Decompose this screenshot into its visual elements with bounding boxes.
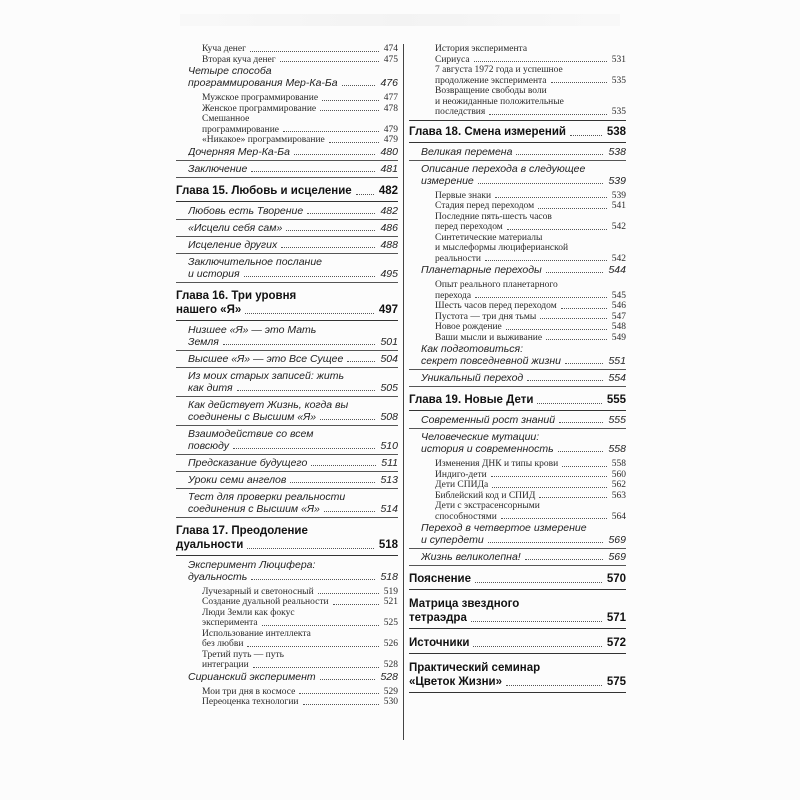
toc-entry-title: [435, 233, 609, 265]
toc-title-line: эксперимента: [202, 618, 381, 629]
toc-title-line: Использование интеллекта: [202, 628, 311, 639]
toc-page-number: 549: [611, 332, 626, 343]
toc-entry-sec: [409, 431, 626, 457]
toc-title-line: Дочерняя Мер-Ка-Ба: [188, 146, 377, 158]
toc-title-line: Практический семинар: [409, 662, 541, 674]
toc-entry-chap: [176, 180, 398, 202]
toc-entry-title: [435, 322, 609, 333]
toc-title-line: «Исцели себя сам»: [188, 222, 377, 234]
toc-title-line: Ваши мысли и выживание: [435, 333, 609, 344]
toc-entry-sec: [176, 324, 398, 351]
toc-page-number: 539: [611, 190, 626, 201]
toc-title-line: Глава 15. Любовь и исцеление: [176, 184, 376, 198]
toc-page-number: 505: [380, 381, 398, 394]
toc-title-line: Матрица звездного: [409, 598, 520, 610]
toc-title-line: как дитя: [188, 382, 377, 394]
toc-entry-sec: [176, 205, 398, 220]
toc-title-line: Из моих старых записей: жить: [188, 369, 345, 382]
toc-page-number: 518: [380, 570, 398, 583]
toc-page-number: 476: [380, 77, 398, 89]
toc-page-number: 563: [611, 490, 626, 501]
toc-page-number: 479: [383, 135, 398, 145]
toc-entry-sec: [409, 163, 626, 189]
toc-page-number: 504: [380, 352, 398, 365]
toc-entry-sub: [176, 597, 398, 608]
toc-title-line: Земля: [188, 336, 377, 348]
toc-entry-sec: [176, 163, 398, 178]
toc-entry-title: [409, 393, 604, 407]
toc-page-number: 546: [611, 301, 626, 311]
toc-title-line: нашего «Я»: [176, 303, 376, 317]
toc-entry-sec: [176, 146, 398, 161]
toc-entry-sub: [176, 114, 398, 135]
toc-entry-title: [435, 312, 609, 323]
toc-entry-title: [421, 146, 605, 158]
toc-entry-sub: [176, 93, 398, 104]
toc-entry-title: [421, 372, 605, 384]
toc-page-number: 508: [380, 410, 398, 423]
toc-page-number: 569: [608, 551, 626, 563]
toc-title-line: тетраэдра: [409, 611, 604, 625]
toc-entry-title: [409, 597, 604, 625]
toc-entry-title: [421, 264, 605, 276]
toc-entry-sub: [409, 333, 626, 344]
toc-title-line: дуальность: [188, 571, 377, 583]
toc-entry-sub: [409, 501, 626, 522]
toc-page-number: 518: [378, 538, 398, 551]
toc-entry-sec: [176, 222, 398, 237]
toc-title-line: способностями: [435, 512, 609, 523]
toc-title-line: Женское программирование: [202, 104, 381, 115]
toc-title-line: Новое рождение: [435, 322, 609, 333]
toc-title-line: секрет повседневной жизни: [421, 355, 605, 367]
toc-page-number: 570: [606, 573, 626, 585]
toc-entry-chap: [176, 520, 398, 556]
toc-entry-title: [409, 125, 604, 139]
toc-entry-title: [202, 608, 381, 629]
toc-entry-sub: [409, 491, 626, 502]
toc-entry-title: [188, 474, 377, 486]
toc-entry-sub: [409, 65, 626, 86]
toc-entry-title: [188, 428, 377, 452]
toc-entry-title: [188, 146, 377, 158]
toc-entry-title: [202, 104, 381, 115]
toc-title-line: Источники: [409, 636, 604, 650]
toc-entry-title: [435, 65, 609, 86]
toc-entry-sec: [176, 256, 398, 283]
toc-entry-title: [188, 457, 378, 469]
toc-page-number: 528: [383, 660, 398, 670]
toc-entry-sub: [409, 233, 626, 265]
toc-entry-title: [435, 280, 609, 301]
toc-page-number: 545: [611, 290, 626, 301]
toc-page-number: 510: [380, 439, 398, 452]
toc-entry-title: [435, 491, 609, 502]
toc-entry-sub: [176, 44, 398, 55]
toc-entry-title: [421, 522, 605, 546]
toc-page-number: 569: [608, 534, 626, 546]
toc-title-line: Шесть часов перед переходом: [435, 301, 609, 312]
toc-title-line: Глава 19. Новые Дети: [409, 393, 604, 407]
toc-title-line: Современный рост знаний: [421, 414, 605, 426]
toc-title-line: «Никакое» программирование: [202, 135, 381, 146]
toc-entry-sec: [176, 239, 398, 254]
toc-title-line: соединения с Высшим «Я»: [188, 503, 377, 515]
toc-title-line: Стадия перед переходом: [435, 201, 609, 212]
toc-title-line: Глава 16. Три уровня: [176, 289, 297, 302]
toc-entry-chap: [409, 568, 626, 590]
toc-title-line: Возвращение свободы воли: [435, 86, 547, 96]
toc-entry-sub: [176, 687, 398, 698]
toc-entry-sub: [409, 470, 626, 481]
toc-title-line: Заключительное послание: [188, 255, 323, 268]
toc-title-line: перед переходом: [435, 222, 609, 233]
toc-title-line: Дети СПИДа: [435, 480, 609, 491]
toc-entry-title: [188, 353, 377, 365]
toc-title-line: Четыре способа: [188, 65, 272, 77]
toc-title-line: и история: [188, 268, 377, 280]
toc-title-line: и мыслеформы люциферианской: [435, 243, 569, 253]
toc-page-number: 558: [608, 443, 626, 455]
toc-page-number: 478: [383, 103, 398, 114]
toc-page-number: 551: [608, 355, 626, 367]
toc-title-line: Смешанное: [202, 114, 250, 124]
toc-title-line: Глава 17. Преодоление: [176, 524, 308, 537]
toc-page-number: 488: [380, 238, 398, 251]
toc-entry-title: [188, 370, 377, 394]
toc-entry-sub: [176, 587, 398, 598]
toc-entry-title: [202, 135, 381, 146]
toc-page-number: 560: [611, 469, 626, 480]
toc-entry-sub: [176, 135, 398, 146]
toc-entry-sec: [176, 491, 398, 518]
toc-entry-chap: [176, 285, 398, 321]
toc-page-number: 530: [383, 697, 398, 707]
toc-entry-title: [202, 93, 381, 104]
toc-entry-sub: [176, 608, 398, 629]
toc-page-number: 535: [611, 107, 626, 117]
toc-entry-title: [188, 491, 377, 515]
toc-page-number: 538: [606, 125, 626, 138]
toc-title-line: 7 августа 1972 года и успешное: [435, 65, 563, 75]
toc-page-number: 528: [380, 670, 398, 683]
toc-title-line: Жизнь великолепна!: [421, 551, 605, 563]
toc-entry-title: [435, 501, 609, 522]
toc-title-line: Описание перехода в следующее: [421, 162, 586, 175]
toc-title-line: история и современность: [421, 443, 605, 455]
toc-entry-title: [202, 629, 381, 650]
toc-title-line: Исцеление других: [188, 239, 377, 251]
toc-entry-sub: [409, 44, 626, 65]
toc-page-number: 547: [611, 311, 626, 322]
toc-entry-title: [435, 86, 609, 118]
toc-page-number: 575: [606, 676, 626, 688]
toc-entry-sub: [409, 312, 626, 323]
toc-entry-sub: [176, 55, 398, 66]
toc-page-number: 480: [380, 145, 398, 158]
toc-page-number: 554: [608, 372, 626, 384]
toc-title-line: Пустота — три дня тьмы: [435, 312, 609, 323]
toc-title-line: Вторая куча денег: [202, 55, 381, 66]
toc-entry-sec: [176, 353, 398, 368]
toc-page-number: 513: [380, 473, 398, 486]
toc-entry-title: [202, 597, 381, 608]
toc-title-line: последствия: [435, 107, 609, 118]
toc-entry-sec: [409, 372, 626, 387]
toc-title-line: Индиго-дети: [435, 470, 609, 481]
toc-entry-chap: [409, 120, 626, 143]
toc-title-line: Взаимодействие со всем: [188, 427, 314, 440]
toc-entry-title: [435, 201, 609, 212]
toc-entry-sec: [176, 428, 398, 455]
toc-page-number: 474: [383, 44, 398, 54]
toc-entry-sec: [176, 671, 398, 685]
toc-page-number: 555: [608, 414, 626, 426]
toc-entry-sub: [409, 280, 626, 301]
toc-page-number: 539: [608, 174, 626, 187]
toc-title-line: Человеческие мутации:: [421, 431, 540, 443]
toc-page-number: 542: [611, 222, 626, 232]
toc-title-line: Как подготовиться:: [421, 343, 524, 355]
toc-title-line: Высшее «Я» — это Все Сущее: [188, 353, 377, 365]
toc-page-number: 571: [606, 612, 626, 624]
toc-entry-title: [409, 661, 604, 689]
toc-entry-title: [435, 212, 609, 233]
toc-page-number: 562: [611, 480, 626, 490]
toc-title-line: Уроки семи ангелов: [188, 474, 377, 486]
toc-entry-title: [188, 559, 377, 583]
toc-title-line: Мужское программирование: [202, 93, 381, 104]
toc-title-line: Дети с экстрасенсорными: [435, 501, 540, 511]
toc-entry-title: [409, 636, 604, 650]
toc-entry-sec: [176, 399, 398, 426]
toc-entry-sub: [409, 212, 626, 233]
toc-entry-sec: [409, 343, 626, 370]
toc-entry-sub: [409, 301, 626, 312]
toc-title-line: Третий путь — путь: [202, 649, 284, 660]
toc-entry-title: [421, 163, 605, 187]
toc-entry-chap: [409, 632, 626, 654]
toc-entry-sub: [409, 459, 626, 470]
toc-page-number: 477: [383, 93, 398, 103]
toc-page-number: 538: [608, 145, 626, 158]
toc-page-number: 511: [381, 456, 398, 469]
toc-page-number: 525: [383, 618, 398, 628]
toc-page-number: 558: [611, 459, 626, 469]
toc-entry-sec: [176, 559, 398, 585]
toc-entry-sec: [176, 474, 398, 489]
toc-entry-title: [188, 163, 377, 175]
toc-entry-sec: [176, 370, 398, 397]
toc-page-number: 535: [611, 75, 626, 86]
toc-entry-title: [188, 65, 377, 89]
toc-entry-sec: [409, 414, 626, 429]
toc-page-number: 526: [383, 639, 398, 649]
toc-entry-sub: [176, 629, 398, 650]
toc-title-line: Переоценка технологии: [202, 697, 381, 708]
column-divider: [403, 44, 404, 740]
toc-page-number: 541: [611, 201, 626, 211]
toc-entry-sec: [409, 264, 626, 278]
toc-entry-title: [421, 431, 605, 455]
toc-title-line: и неожиданные положительные: [435, 96, 564, 107]
toc-entry-title: [202, 114, 381, 135]
toc-entry-title: [435, 480, 609, 491]
toc-page-number: 529: [383, 686, 398, 697]
toc-title-line: Синтетические материалы: [435, 232, 543, 243]
toc-title-line: Мои три дня в космосе: [202, 687, 381, 698]
toc-page-number: 479: [383, 124, 398, 135]
toc-entry-title: [188, 256, 377, 280]
toc-entry-sub: [409, 86, 626, 118]
toc-entry-title: [435, 333, 609, 344]
toc-entry-title: [202, 587, 381, 598]
toc-column-left: [176, 44, 398, 708]
toc-title-line: без любви: [202, 639, 381, 650]
toc-entry-title: [435, 470, 609, 481]
toc-entry-sub: [176, 104, 398, 115]
toc-entry-title: [202, 687, 381, 698]
toc-page-number: 482: [380, 204, 398, 217]
toc-entry-title: [188, 205, 377, 217]
toc-title-line: реальности: [435, 254, 609, 265]
toc-entry-sec: [409, 146, 626, 161]
toc-entry-title: [188, 399, 377, 423]
toc-page-number: 548: [611, 322, 626, 332]
toc-entry-title: [409, 572, 604, 586]
toc-entry-sub: [409, 322, 626, 333]
toc-entry-title: [188, 324, 377, 348]
toc-entry-title: [202, 44, 381, 55]
toc-title-line: Великая перемена: [421, 146, 605, 158]
toc-title-line: Последние пять-шесть часов: [435, 211, 552, 222]
toc-entry-chap: [409, 389, 626, 411]
toc-entry-title: [435, 44, 609, 65]
toc-entry-sec: [409, 551, 626, 566]
toc-entry-title: [202, 650, 381, 671]
toc-title-line: продолжение эксперимента: [435, 76, 609, 87]
toc-title-line: перехода: [435, 291, 609, 302]
toc-page-number: 555: [606, 394, 626, 406]
toc-entry-chap: [409, 657, 626, 693]
toc-title-line: История эксперимента: [435, 44, 528, 54]
toc-entry-sec: [409, 522, 626, 549]
toc-entry-sub: [409, 191, 626, 202]
toc-page-number: 521: [383, 597, 398, 607]
toc-entry-title: [421, 343, 605, 367]
toc-title-line: Люди Земли как фокус: [202, 607, 295, 618]
toc-entry-title: [421, 414, 605, 426]
toc-title-line: программирования Мер-Ка-Ба: [188, 77, 377, 89]
toc-page-number: 495: [380, 267, 398, 280]
toc-title-line: программирование: [202, 125, 381, 136]
toc-title-line: Куча денег: [202, 44, 381, 55]
toc-title-line: повсюду: [188, 440, 377, 452]
toc-entry-title: [188, 222, 377, 234]
toc-entry-title: [435, 459, 609, 470]
toc-page-number: 514: [380, 502, 398, 515]
toc-title-line: Уникальный переход: [421, 372, 605, 384]
toc-entry-title: [435, 191, 609, 202]
toc-title-line: Планетарные переходы: [421, 264, 605, 276]
toc-entry-sub: [176, 650, 398, 671]
toc-page-number: 542: [611, 253, 626, 264]
toc-entry-title: [202, 697, 381, 708]
toc-entry-chap: [409, 593, 626, 629]
toc-page-number: 519: [383, 586, 398, 597]
toc-page-number: 531: [611, 54, 626, 65]
toc-page-number: 482: [378, 184, 398, 197]
toc-title-line: Тест для проверки реальности: [188, 490, 346, 503]
toc-title-line: Библейский код и СПИД: [435, 491, 609, 502]
toc-title-line: Предсказание будущего: [188, 457, 378, 469]
toc-title-line: соединены с Высшим «Я»: [188, 411, 377, 423]
toc-title-line: Опыт реального планетарного: [435, 280, 558, 290]
toc-entry-title: [421, 551, 605, 563]
toc-title-line: Низшее «Я» — это Мать: [188, 323, 317, 336]
scan-shadow: [180, 14, 620, 26]
toc-title-line: Как действует Жизнь, когда вы: [188, 398, 349, 411]
toc-entry-title: [176, 184, 376, 198]
toc-page-number: 564: [611, 511, 626, 522]
toc-title-line: Любовь есть Творение: [188, 205, 377, 217]
toc-page-number: 486: [380, 221, 398, 234]
toc-entry-sub: [409, 201, 626, 212]
toc-title-line: Изменения ДНК и типы крови: [435, 459, 609, 470]
toc-title-line: интеграции: [202, 660, 381, 671]
toc-entry-title: [176, 524, 376, 552]
toc-page-number: 501: [380, 335, 398, 348]
toc-title-line: Лучезарный и светоносный: [202, 587, 381, 598]
toc-entry-sec: [176, 457, 398, 472]
toc-page-number: 481: [380, 162, 398, 175]
toc-title-line: Эксперимент Люцифера:: [188, 558, 316, 571]
toc-title-line: и супердети: [421, 534, 605, 546]
toc-entry-sub: [409, 480, 626, 491]
toc-page-number: 544: [608, 264, 626, 276]
toc-page-number: 572: [606, 637, 626, 649]
toc-title-line: Глава 18. Смена измерений: [409, 125, 604, 139]
toc-column-right: [409, 44, 626, 696]
toc-page-number: 475: [383, 54, 398, 65]
toc-title-line: Переход в четвертое измерение: [421, 522, 587, 534]
toc-title-line: Создание дуальной реальности: [202, 597, 381, 608]
toc-entry-sec: [176, 65, 398, 91]
toc-entry-title: [202, 55, 381, 66]
toc-title-line: дуальности: [176, 538, 376, 552]
toc-title-line: «Цветок Жизни»: [409, 675, 604, 689]
toc-title-line: Первые знаки: [435, 191, 609, 202]
toc-entry-title: [188, 671, 377, 683]
toc-title-line: Сириуса: [435, 55, 609, 66]
toc-title-line: Заключение: [188, 163, 377, 175]
toc-entry-sub: [176, 697, 398, 708]
toc-entry-title: [176, 289, 376, 317]
toc-entry-title: [188, 239, 377, 251]
toc-page-number: 497: [378, 303, 398, 316]
toc-title-line: Сирианский эксперимент: [188, 671, 377, 683]
toc-entry-title: [435, 301, 609, 312]
toc-title-line: измерение: [421, 175, 605, 187]
toc-title-line: Пояснение: [409, 572, 604, 586]
